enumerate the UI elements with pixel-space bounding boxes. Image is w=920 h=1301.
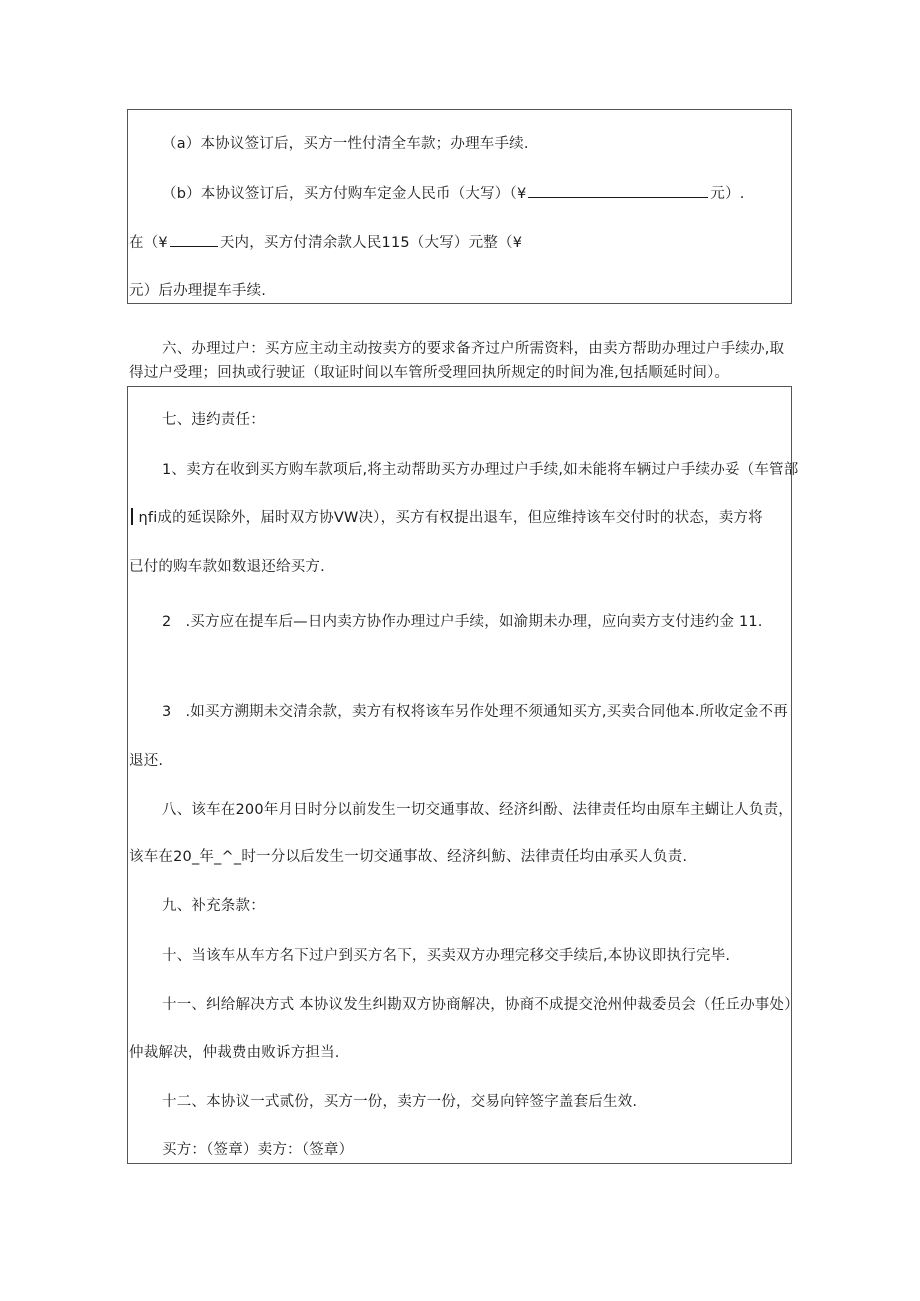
clause-eleven-line1: 十一、纠给解决方式 本协议发生纠勘双方协商解决，协商不成提交沧州仲裁委员会（任丘办事处）: [162, 997, 799, 1013]
days-blank: [170, 232, 218, 247]
payment-option-b: [162, 183, 745, 204]
clause-ten: 十、当该车从车方名下过户到买方名下，买卖双方办理完移交手续后,本协议即执行完毕.: [162, 948, 731, 964]
liability-item1-line2-text: ηfi成的延误除外，届时双方协VW决），买方有权提出退车，但应维持该车交付时的状态，卖方将: [138, 510, 763, 526]
liability-item2-text: .买方应在提车后—日内卖方协作办理过户手续，如渝期未办理，应向卖方支付违约金 11.: [185, 614, 763, 630]
transfer-clause-line2: 得过户受理；回执或行驶证（取证时间以车管所受理回执所规定的时间为准,包括顺延时间）。: [129, 365, 730, 381]
payment-option-b-text: （b）本协议签订后，买方付购车定金人民币（大写）（¥: [162, 186, 527, 202]
liability-item3-text: .如买方溯期未交清余款，卖方有权将该车另作处理不须通知买方,买卖合同他本.所收定金不再: [185, 704, 788, 720]
clause-nine-heading: 九、补充条款：: [162, 898, 265, 914]
clause-eight-line1: 八、该车在200年月日时分以前发生一切交通事故、经济纠酚、法律责任均由原车主蝴让人负责，: [162, 802, 793, 818]
liability-item1-line2: [131, 508, 763, 528]
liability-item3-number: 3: [162, 704, 172, 720]
clause-twelve: 十二、本协议一式贰份，买方一份，卖方一份，交易向锌签字盖套后生效.: [162, 1094, 638, 1110]
payment-balance-prefix: 在（¥: [129, 235, 168, 251]
deposit-amount-blank: [528, 183, 708, 198]
liability-item1-line3: 已付的购车款如数退还给买方.: [129, 559, 325, 575]
payment-balance-line: [129, 232, 522, 253]
clause-eleven-line2: 仲裁解决，仲裁费由败诉方担当.: [129, 1045, 340, 1061]
signature-line: 买方：（签章）卖方：（签章）: [162, 1142, 354, 1158]
liability-item2-number: 2: [162, 614, 172, 630]
transfer-clause-line1: 六、办理过户：买方应主动主动按卖方的要求备齐过户所需资料，由卖方帮助办理过户手续办,取: [162, 341, 785, 357]
payment-pickup-line: 元）后办理提车手续.: [129, 283, 267, 299]
clause-eight-line2: 该车在20_年_^_时一分以后发生一切交通事故、经济纠魴、法律责任均由承买人负责.: [129, 849, 688, 865]
margin-bar-mark: [131, 508, 133, 525]
liability-item1-line1: 1、卖方在收到买方购车款项后,将主动帮助买方办理过户手续,如未能将车辆过户手续办妥（车管部: [162, 462, 799, 478]
payment-option-a: （a）本协议签订后，买方一性付清全车款；办理车手续.: [162, 136, 529, 152]
liability-item2: [162, 612, 763, 632]
payment-balance-text: 天内，买方付清余款人民115（大写）元整（¥: [219, 235, 523, 251]
liability-heading: 七、违约责任：: [162, 412, 265, 428]
liability-item3: [162, 702, 788, 722]
payment-option-b-suffix: 元）.: [710, 186, 745, 202]
liability-item3-line2: 退还.: [129, 753, 164, 769]
